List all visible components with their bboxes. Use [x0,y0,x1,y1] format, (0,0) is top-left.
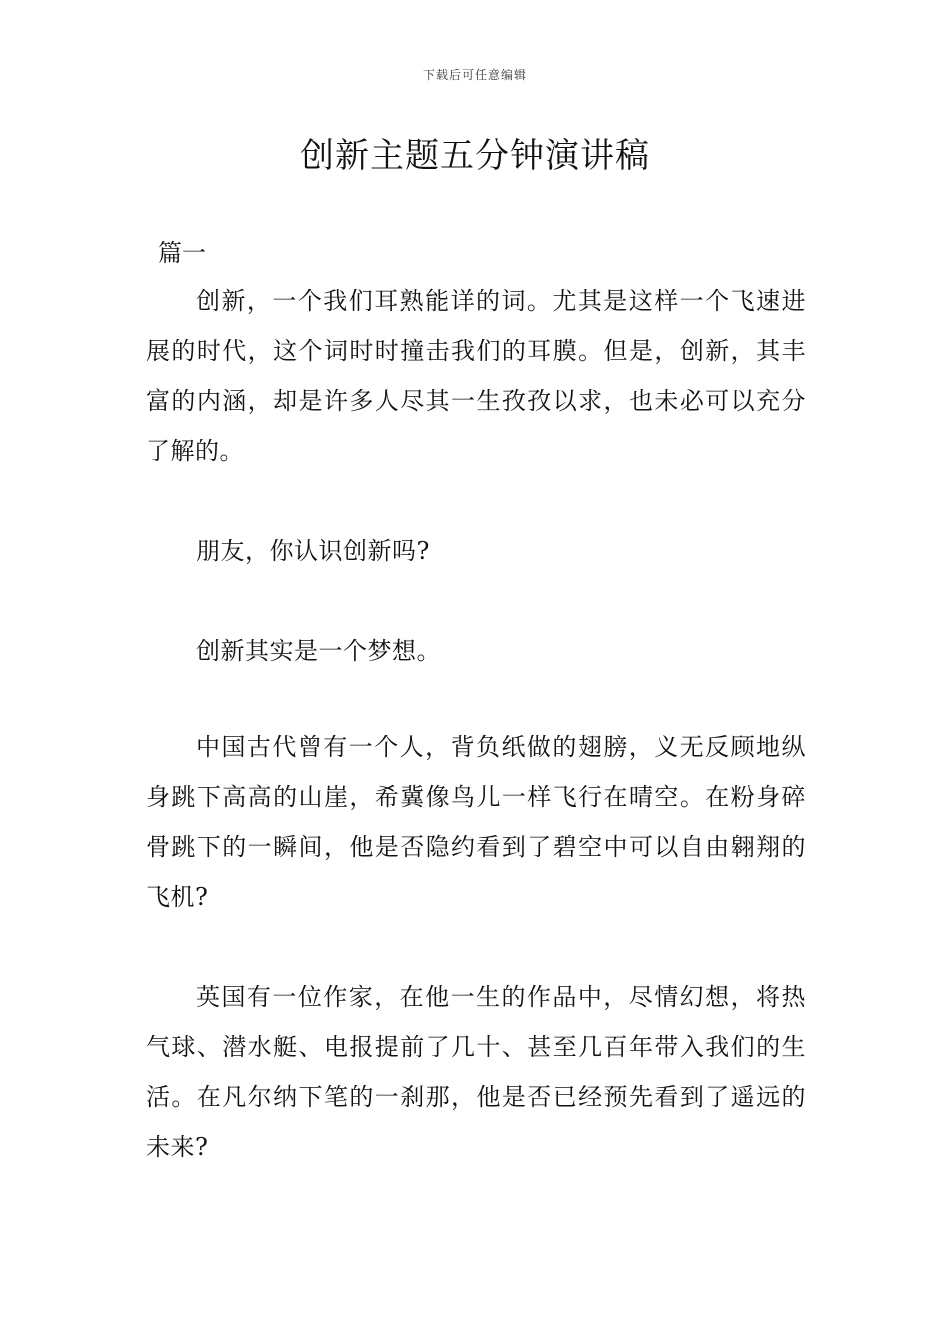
document-title: 创新主题五分钟演讲稿 [300,136,650,176]
paragraph-3: 创新其实是一个梦想。 [196,637,441,665]
paragraph-1: 创新，一个我们耳熟能详的词。尤其是这样一个飞速进展的时代，这个词时时撞击我们的耳膜。但是，创新，其丰富的内涵，却是许多人尽其一生孜孜以求，也未必可以充分了解的。 [146,287,806,465]
paragraph-2: 朋友，你认识创新吗? [196,537,430,565]
paragraph-4: 中国古代曾有一个人，背负纸做的翅膀，义无反顾地纵身跳下高高的山崖，希冀像鸟儿一样飞行在晴空。在粉身碎骨跳下的一瞬间，他是否隐约看到了碧空中可以自由翱翔的飞机? [146,733,806,911]
section-label: 篇一 [158,239,206,267]
paragraph-5: 英国有一位作家，在他一生的作品中，尽情幻想，将热气球、潜水艇、电报提前了几十、甚至几百年带入我们的生活。在凡尔纳下笔的一刹那，他是否已经预先看到了遥远的未来? [146,983,806,1161]
page-header-note: 下载后可任意编辑 [422,68,527,82]
